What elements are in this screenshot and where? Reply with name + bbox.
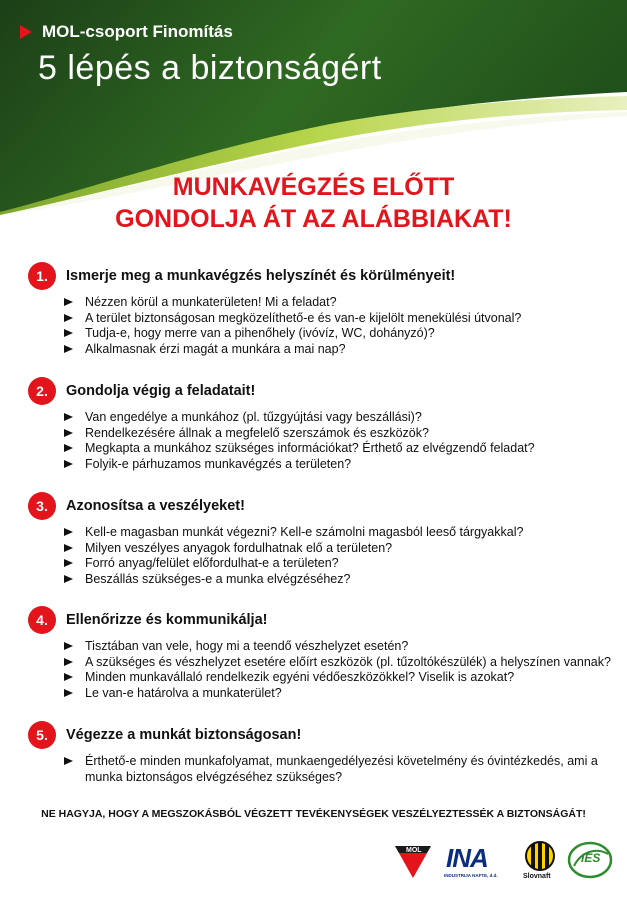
step-title: Ismerje meg a munkavégzés helyszínét és körülményeit! bbox=[66, 268, 456, 284]
mol-logo-mark bbox=[393, 840, 433, 880]
step-number-badge: 1. bbox=[28, 262, 56, 290]
step-bullet-list bbox=[64, 295, 625, 357]
list-item-text: Le van-e határolva a munkaterület? bbox=[85, 685, 282, 700]
list-item bbox=[64, 311, 625, 327]
list-item-text: Folyik-e párhuzamos munkavégzés a területen? bbox=[85, 456, 352, 471]
list-item-text: Kell-e magasban munkát végezni? Kell-e számolni magasból leeső tárgyakkal? bbox=[85, 525, 524, 539]
step-title: Ellenőrizze és kommunikálja! bbox=[66, 612, 268, 628]
header-subtitle: MOL-csoport Finomítás bbox=[42, 22, 233, 41]
list-item-text: Nézzen körül a munkaterületen! Mi a feladat? bbox=[85, 295, 337, 309]
step-title: Végezze a munkát biztonságosan! bbox=[66, 727, 302, 743]
list-item bbox=[64, 410, 625, 426]
ina-logo-text: INA bbox=[446, 843, 488, 873]
step-title: Azonosítsa a veszélyeket! bbox=[66, 498, 245, 514]
list-item-text: Milyen veszélyes anyagok fordulhatnak elő a területen? bbox=[85, 540, 393, 555]
footer-warning: NE HAGYJA, HOGY A MEGSZOKÁSBÓL VÉGZETT TEVÉKENYSÉGEK VESZÉLYEZTESSÉK A BIZTONSÁGÁT! bbox=[41, 808, 586, 820]
triangle-bullet-icon bbox=[64, 298, 73, 306]
headline-line2: GONDOLJA ÁT AZ ALÁBBIAKAT! bbox=[115, 205, 512, 233]
list-item bbox=[64, 457, 625, 473]
triangle-bullet-icon bbox=[64, 429, 73, 437]
mol-logo-text: MOL bbox=[406, 847, 422, 854]
step-bullet-list bbox=[64, 754, 625, 785]
mol-logo bbox=[393, 840, 433, 884]
slovnaft-logo-text: Slovnaft bbox=[523, 873, 551, 880]
triangle-bullet-icon bbox=[64, 444, 73, 452]
list-item-text: A szükséges és vészhelyzet esetére előírt eszközök (pl. tűzoltókészülék) a helyszínen vannak? bbox=[85, 654, 611, 669]
list-item-text: Megkapta a munkához szükséges információkat? Érthető az elvégzendő feladat? bbox=[85, 441, 535, 455]
triangle-bullet-icon bbox=[64, 642, 73, 650]
ina-logo-box bbox=[444, 843, 512, 873]
triangle-bullet-icon bbox=[64, 345, 73, 353]
list-item-text: Tisztában van vele, hogy mi a teendő vészhelyzet esetén? bbox=[85, 639, 409, 653]
list-item bbox=[64, 541, 625, 557]
list-item bbox=[64, 556, 625, 572]
triangle-bullet-icon bbox=[64, 658, 73, 666]
list-item bbox=[64, 572, 625, 588]
ies-logo-text: IES bbox=[581, 851, 601, 865]
triangle-bullet-icon bbox=[64, 673, 73, 681]
list-item-text: Rendelkezésére állnak a megfelelő szerszámok és eszközök? bbox=[85, 425, 429, 440]
triangle-bullet-icon bbox=[64, 460, 73, 468]
ies-logo bbox=[566, 840, 614, 884]
list-item bbox=[64, 525, 625, 541]
list-item-text: Minden munkavállaló rendelkezik egyéni védőeszközökkel? Viselik is azokat? bbox=[85, 670, 515, 684]
step-number-badge: 3. bbox=[28, 492, 56, 520]
list-item bbox=[64, 686, 625, 702]
list-item bbox=[64, 326, 625, 342]
triangle-bullet-icon bbox=[64, 689, 73, 697]
step-bullet-list bbox=[64, 410, 625, 472]
list-item bbox=[64, 342, 625, 358]
step-number-badge: 5. bbox=[28, 721, 56, 749]
list-item-text: Alkalmasnak érzi magát a munkára a mai nap? bbox=[85, 341, 346, 356]
list-item bbox=[64, 295, 625, 311]
triangle-bullet-icon bbox=[64, 544, 73, 552]
triangle-bullet-icon bbox=[64, 528, 73, 536]
slovnaft-logo-mark bbox=[520, 840, 560, 874]
list-item bbox=[64, 655, 625, 671]
list-item bbox=[64, 441, 625, 457]
list-item-text: A terület biztonságosan megközelíthető-e és van-e kijelölt menekülési útvonal? bbox=[85, 310, 522, 325]
list-item bbox=[64, 670, 625, 686]
triangle-bullet-icon bbox=[64, 329, 73, 337]
slovnaft-logo bbox=[520, 840, 560, 884]
triangle-bullet-icon bbox=[64, 559, 73, 567]
list-item bbox=[64, 426, 625, 442]
list-item bbox=[64, 639, 625, 655]
triangle-bullet-icon bbox=[64, 314, 73, 322]
triangle-bullet-icon bbox=[64, 413, 73, 421]
step-bullet-list bbox=[64, 525, 625, 587]
step-number-badge: 2. bbox=[28, 377, 56, 405]
step-title: Gondolja végig a feladatait! bbox=[66, 383, 256, 399]
list-item-text: Forró anyag/felület előfordulhat-e a területen? bbox=[85, 556, 339, 570]
step-number-badge: 4. bbox=[28, 606, 56, 634]
headline-line1: MUNKAVÉGZÉS ELŐTT bbox=[172, 173, 455, 201]
ina-logo-subtext: INDUSTRIJA NAFTE, d.d. bbox=[444, 873, 498, 878]
list-item-text: Van engedélye a munkához (pl. tűzgyújtási vagy beszállási)? bbox=[85, 410, 422, 424]
ina-logo bbox=[444, 840, 512, 884]
arrow-icon bbox=[20, 25, 32, 39]
step-bullet-list bbox=[64, 639, 625, 701]
list-item-text: Beszállás szükséges-e a munka elvégzéséhez? bbox=[85, 571, 351, 586]
list-item-text: Tudja-e, hogy merre van a pihenőhely (ivóvíz, WC, dohányzó)? bbox=[85, 326, 435, 340]
triangle-bullet-icon bbox=[64, 575, 73, 583]
triangle-bullet-icon bbox=[64, 757, 73, 765]
list-item bbox=[64, 754, 625, 785]
list-item-text: Érthető-e minden munkafolyamat, munkaengedélyezési követelmény és óvintézkedés, ami a munka biztonságos elvégzéséhez szükséges? bbox=[85, 754, 598, 784]
page-title: 5 lépés a biztonságért bbox=[38, 49, 382, 87]
